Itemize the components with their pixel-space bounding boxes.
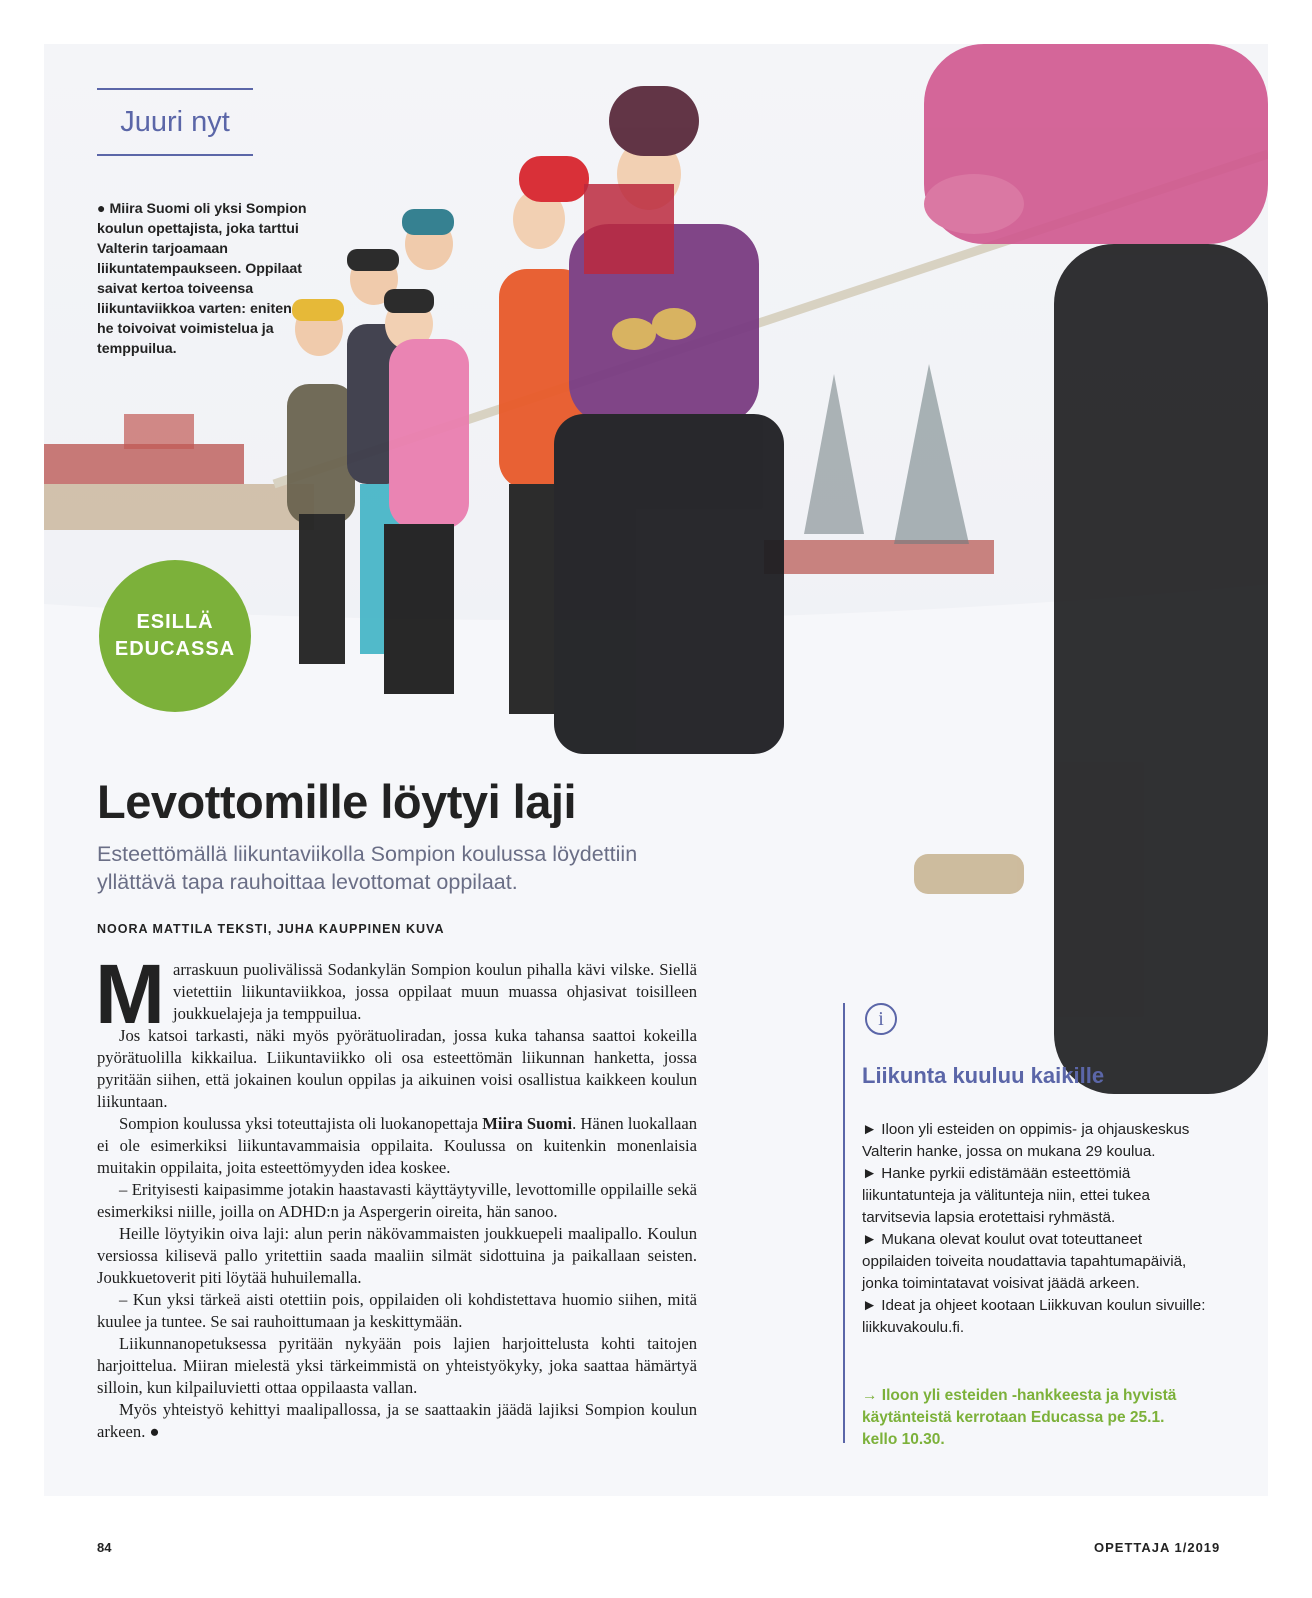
end-mark-icon: ●	[149, 1422, 160, 1441]
page-number: 84	[97, 1540, 112, 1555]
article-lead: Esteettömällä liikuntaviikolla Sompion koulussa löydettiin yllättävä tapa rauhoittaa levottomat oppilaat.	[97, 842, 638, 894]
article-paragraph-3	[97, 1113, 697, 1179]
info-box-title: Liikunta kuuluu kaikille	[862, 1063, 1105, 1088]
magazine-issue: OPETTAJA 1/2019	[1094, 1540, 1221, 1555]
drop-cap: M	[95, 947, 165, 1041]
paragraph-text: arraskuun puolivälissä Sodankylän Sompion koulun pihalla kävi vilske. Siellä vietettiin liikuntaviikkoa, jossa oppilaat muun muassa ohjasivat toisilleen joukkuelajeja ja temppuilua.	[172, 960, 697, 1023]
article-paragraph-5: Heille löytyikin oiva laji: alun perin näkövammaisten joukkuepeli maalipallo. Koulun versiossa kilisevä pallo yritettiin saada maaliin silmät sidottuina ja paikallaan seisten. Joukkuetoverit piti löytää huhuilemalla.	[97, 1224, 697, 1287]
article-paragraph-4: – Erityisesti kaipasimme jotakin haastavasti käyttäytyville, levottomille oppilaille sekä esimerkiksi niille, joilla on ADHD:n ja Aspergerin oireita, hän sanoo.	[97, 1180, 697, 1221]
info-list-item: ► Mukana olevat koulut ovat toteuttaneet oppilaiden toiveita noudattavia tapahtumapäiviä, jonka toimintatavat voisivat jäädä arkeen.	[862, 1231, 1187, 1292]
badge-line-2: EDUCASSA	[114, 638, 236, 660]
info-list-item: ► Iloon yli esteiden on oppimis- ja ohjauskeskus Valterin hanke, jossa on mukana 29 koulua.	[862, 1121, 1190, 1160]
article-body	[95, 947, 697, 1443]
section-label	[97, 88, 253, 156]
paragraph-text: Myös yhteistyö kehittyi maalipallossa, ja se saattaakin jäädä lajiksi Sompion koulun arkeen.	[97, 1400, 697, 1441]
esilla-educassa-badge	[99, 560, 251, 712]
article-headline: Levottomille löytyi laji	[97, 775, 576, 828]
info-box-list	[862, 1119, 1212, 1339]
info-list-item: ► Ideat ja ohjeet kootaan Liikkuvan koulun sivuille: liikkuvakoulu.fi.	[862, 1297, 1206, 1336]
info-icon: i	[865, 1003, 897, 1035]
badge-line-1: ESILLÄ	[136, 611, 214, 633]
caption-text: Miira Suomi oli yksi Sompion koulun opettajista, joka tarttui Valterin tarjoamaan liikuntatempaukseen. Oppilaat saivat kertoa toiveensa liikuntaviikkoa varten: eniten he toivoivat voimistelua ja temppuilua.	[97, 201, 307, 357]
person-name: Miira Suomi	[482, 1114, 573, 1133]
info-box	[843, 1003, 1215, 1448]
article-byline: NOORA MATTILA TEKSTI, JUHA KAUPPINEN KUVA	[97, 922, 445, 936]
article-paragraph-6: – Kun yksi tärkeä aisti otettiin pois, oppilaiden oli kohdistettava huomio siihen, mitä kuulee ja tuntee. Se sai rauhoittumaan ja keskittymään.	[97, 1290, 697, 1331]
bullet-dot-icon: ●	[97, 200, 106, 216]
paragraph-text: . Hänen luokallaan ei ole esimerkiksi liikuntavammaisia oppilaita. Koulussa on kuitenkin monenlaisia muitakin oppilaita, joita esteettömyyden idea koskee.	[97, 1114, 697, 1177]
article-paragraph-2: Jos katsoi tarkasti, näki myös pyörätuoliradan, jossa kuka tahansa saattoi kokeilla pyörätuolilla kikkailua. Liikuntaviikko oli osa esteettömän liikunnan hanketta, jossa pyritään siihen, että jokainen koulun oppilas ja aikuinen voisi osallistua kaikkeen koulun liikuntaan.	[97, 1026, 697, 1111]
article-paragraph-7: Liikunnanopetuksessa pyritään nykyään pois lajien harjoittelusta kohti taitojen harjoittelua. Miiran mielestä yksi tärkeimmistä on yhteistyökyky, joka saattaa hämärtyä silloin, kun kilpailuvietti ottaa oppilaasta vallan.	[97, 1334, 697, 1397]
info-box-event-note: → Iloon yli esteiden -hankkeesta ja hyvistä käytänteistä kerrotaan Educassa pe 25.1. kello 10.30.	[862, 1387, 1177, 1448]
info-list-item: ► Hanke pyrkii edistämään esteettömiä liikuntatunteja ja välitunteja niin, ettei tukea tarvitsevia lapsia erotettaisi ryhmästä.	[862, 1165, 1150, 1226]
paragraph-text: Sompion koulussa yksi toteuttajista oli luokanopettaja	[119, 1114, 483, 1133]
photo-caption	[97, 198, 307, 359]
section-label-text: Juuri nyt	[120, 105, 230, 138]
article-paragraph-1	[95, 947, 697, 1041]
article-paragraph-8	[97, 1399, 697, 1443]
